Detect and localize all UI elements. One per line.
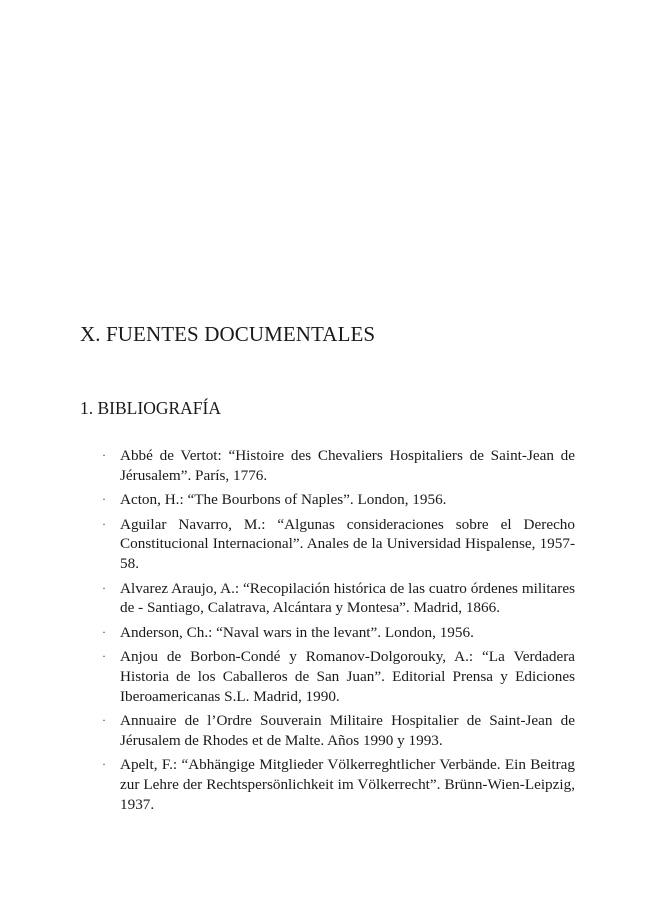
bibliography-entry	[102, 515, 575, 574]
bibliography-entry-text: Anjou de Borbon-Condé y Romanov-Dolgorouky, A.: “La Verdadera Historia de los Caballeros de San Juan”. Editorial Prensa y Ediciones Iberoamericanas S.L. Madrid, 1990.	[120, 648, 575, 705]
bibliography-entry-text: Acton, H.: “The Bourbons of Naples”. London, 1956.	[120, 491, 447, 509]
bullet-icon: ·	[102, 448, 106, 462]
bibliography-entry	[102, 755, 575, 814]
bibliography-entry-text: Anderson, Ch.: “Naval wars in the levant”. London, 1956.	[120, 623, 474, 641]
bibliography-entry-text: Apelt, F.: “Abhängige Mitglieder Völkerreghtlicher Verbände. Ein Beitrag zur Lehre der Rechtspersönlichkeit im Völkerrecht”. Brünn-Wien-Leipzig, 1937.	[120, 756, 575, 813]
bullet-icon: ·	[102, 516, 106, 531]
section-title: 1. BIBLIOGRAFÍA	[80, 398, 221, 418]
bullet-icon: ·	[102, 757, 106, 772]
bibliography-list	[102, 446, 575, 819]
bibliography-entry	[102, 579, 575, 618]
bullet-icon: ·	[102, 649, 106, 664]
bullet-icon: ·	[102, 580, 106, 595]
bibliography-entry	[102, 446, 575, 485]
bibliography-entry	[102, 490, 575, 510]
bullet-icon: ·	[102, 492, 106, 507]
chapter-title: X. FUENTES DOCUMENTALES	[80, 322, 376, 346]
bibliography-entry-text: Annuaire de l’Ordre Souverain Militaire Hospitalier de Saint-Jean de Jérusalem de Rhodes et de Malte. Años 1990 y 1993.	[120, 712, 575, 749]
bibliography-entry	[102, 711, 575, 750]
bibliography-entry-text: Alvarez Araujo, A.: “Recopilación histórica de las cuatro órdenes militares de - Santiago, Calatrava, Alcántara y Montesa”. Madrid, 1866.	[120, 579, 575, 617]
bullet-icon: ·	[102, 713, 106, 728]
bibliography-entry-text: Abbé de Vertot: “Histoire des Chevaliers Hospitaliers de Saint-Jean de Jérusalem”. París, 1776.	[120, 447, 575, 484]
bibliography-entry	[102, 647, 575, 706]
bibliography-entry	[102, 623, 575, 643]
bibliography-entry-text: Aguilar Navarro, M.: “Algunas consideraciones sobre el Derecho Constitucional Internacional”. Anales de la Universidad Hispalense, 1957-58.	[120, 515, 575, 572]
bullet-icon: ·	[102, 624, 106, 639]
